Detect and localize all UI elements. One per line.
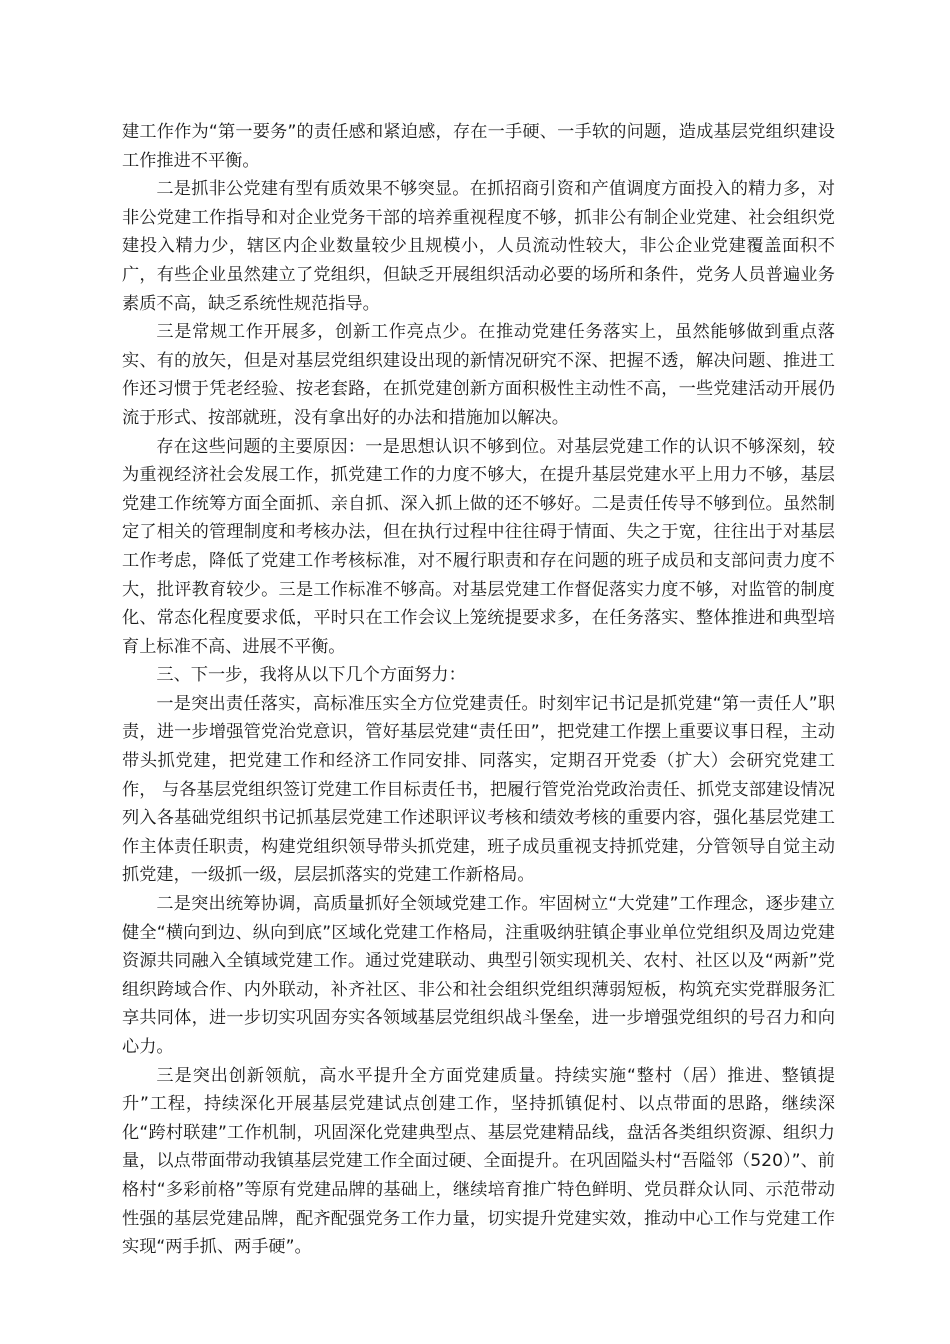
paragraph-coordination: 二是突出统筹协调，高质量抓好全领域党建工作。牢固树立“大党建”工作理念，逐步建立健全“横向到边、纵向到底”区域化党建工作格局，注重吸纳驻镇企事业单位党组织及周边党建资源共同融入全镇域党建工作。通过党建联动、典型引领实现机关、农村、社区以及“两新”党组织跨域合作、内外联动，补齐社区、非公和社会组织党组织薄弱短板，构筑充实党群服务汇享共同体，进一步切实巩固夯实各领域基层党组织战斗堡垒，进一步增强党组织的号召力和向心力。 [122, 894, 835, 1057]
paragraph-innovation: 三是突出创新领航，高水平提升全方面党建质量。持续实施“整村（居）推进、整镇提升”工程，持续深化开展基层党建试点创建工作，坚持抓镇促村、以点带面的思路，继续深化“跨村联建”工作机制，巩固深化党建典型点、基层党建精品线，盘活各类组织资源、组织力量，以点带面带动我镇基层党建工作全面过硬、全面提升。在巩固隘头村“吾隘邻（520）”、前格村“多彩前格”等原有党建品牌的基础上，继续培育推广特色鲜明、党员群众认同、示范带动性强的基层党建品牌，配齐配强党务工作力量，切实提升党建实效，推动中心工作与党建工作实现“两手抓、两手硬”。 [122, 1065, 835, 1258]
section-heading-next-steps: 三、下一步，我将从以下几个方面努力： [156, 665, 466, 686]
paragraph-continuation: 建工作作为“第一要务”的责任感和紧迫感，存在一手硬、一手软的问题，造成基层党组织建设工作推进不平衡。 [122, 122, 835, 171]
paragraph-routine-work: 三是常规工作开展多，创新工作亮点少。在推动党建任务落实上，虽然能够做到重点落实、有的放矢，但是对基层党组织建设出现的新情况研究不深、把握不透，解决问题、推进工作还习惯于凭老经验、按老套路，在抓党建创新方面积极性主动性不高，一些党建活动开展仍流于形式、按部就班，没有拿出好的办法和措施加以解决。 [122, 322, 835, 428]
paragraph-main-reasons: 存在这些问题的主要原因：一是思想认识不够到位。对基层党建工作的认识不够深刻，较为重视经济社会发展工作，抓党建工作的力度不够大，在提升基层党建水平上用力不够，基层党建工作统筹方面全面抓、亲自抓、深入抓上做的还不够好。二是责任传导不够到位。虽然制定了相关的管理制度和考核办法，但在执行过程中往往碍于情面、失之于宽，往往出于对基层工作考虑，降低了党建工作考核标准，对不履行职责和存在问题的班子成员和支部问责力度不大，批评教育较少。三是工作标准不够高。对基层党建工作督促落实力度不够，对监管的制度化、常态化程度要求低，平时只在工作会议上笼统提要求多，在任务落实、整体推进和典型培育上标准不高、进展不平衡。 [122, 436, 835, 657]
paragraph-responsibility: 一是突出责任落实，高标准压实全方位党建责任。时刻牢记书记是抓党建“第一责任人”职责，进一步增强管党治党意识，管好基层党建“责任田”，把党建工作摆上重要议事日程，主动带头抓党建，把党建工作和经济工作同安排、同落实，定期召开党委（扩大）会研究党建工作， 与各基层党组织签订党建工作目标责任书，把履行管党治党政治责任、抓党支部建设情况列入各基础党组织书记抓基层党建工作述职评议考核和绩效考核的重要内容，强化基层党建工作主体责任职责，构建党组织领导带头抓党建，班子成员重视支持抓党建，分管领导自觉主动抓党建，一级抓一级，层层抓落实的党建工作新格局。 [122, 693, 835, 886]
paragraph-nonpublic-party-building: 二是抓非公党建有型有质效果不够突显。在抓招商引资和产值调度方面投入的精力多，对非公党建工作指导和对企业党务干部的培养重视程度不够，抓非公有制企业党建、社会组织党建投入精力少，辖区内企业数量较少且规模小，人员流动性较大，非公企业党建覆盖面积不广，有些企业虽然建立了党组织，但缺乏开展组织活动必要的场所和条件，党务人员普遍业务素质不高，缺乏系统性规范指导。 [122, 179, 835, 314]
document-page [122, 118, 835, 1262]
